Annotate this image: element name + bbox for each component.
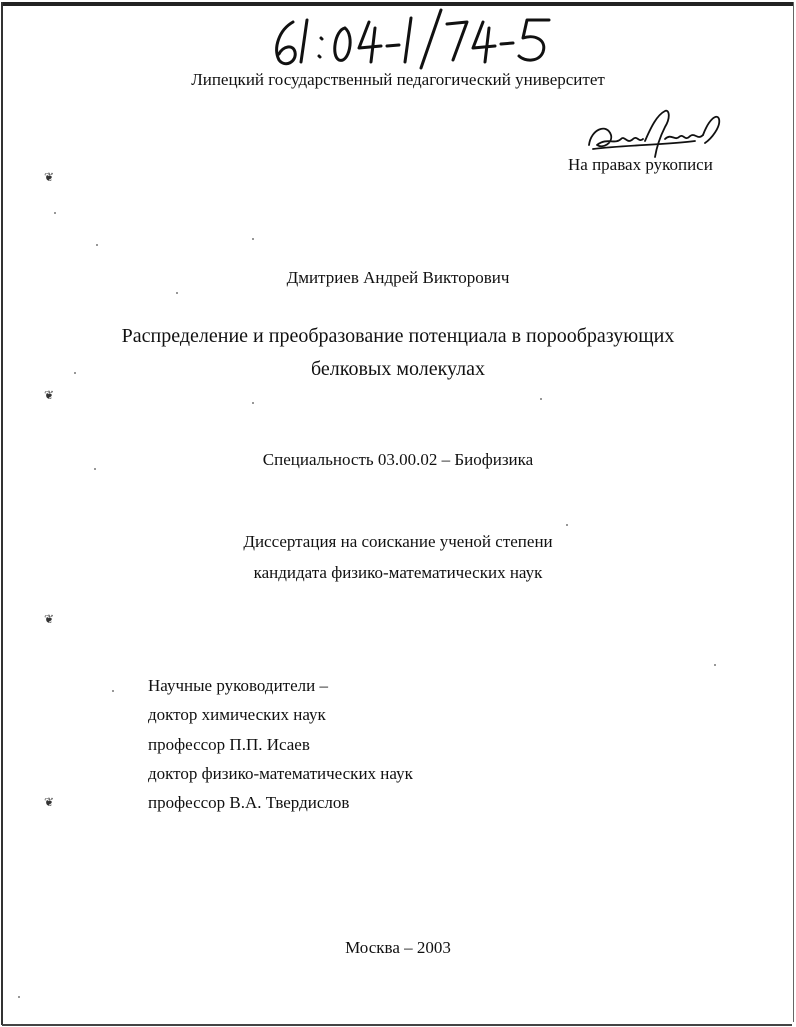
scan-dust xyxy=(714,664,716,666)
author-name: Дмитриев Андрей Викторович xyxy=(286,268,510,287)
scan-border-top xyxy=(2,2,794,6)
degree-line-1: Диссертация на соискание ученой степени xyxy=(243,532,553,551)
supervisor-line: доктор физико-математических наук xyxy=(148,764,413,783)
scan-dust xyxy=(112,690,114,692)
manuscript-rights: На правах рукописи xyxy=(568,155,713,174)
scan-dust xyxy=(94,468,96,470)
scan-dust xyxy=(96,244,98,246)
dissertation-title-line-2: белковых молекулах xyxy=(310,358,485,380)
supervisor-line: профессор П.П. Исаев xyxy=(148,735,310,754)
scan-dust xyxy=(74,372,76,374)
scan-mark-icon: ❦ xyxy=(44,388,55,402)
scan-dust xyxy=(540,398,542,400)
scan-dust xyxy=(54,212,56,214)
scan-mark-icon: ❦ xyxy=(44,795,55,809)
supervisor-line: доктор химических наук xyxy=(148,705,326,724)
university-name: Липецкий государственный педагогический университет xyxy=(191,70,605,89)
scan-border-bottom xyxy=(2,1024,792,1026)
place-and-year: Москва – 2003 xyxy=(345,938,451,957)
scan-dust xyxy=(252,238,254,240)
scan-mark-icon: ❦ xyxy=(44,170,55,184)
supervisors-heading: Научные руководители – xyxy=(148,676,328,695)
scan-dust xyxy=(176,292,178,294)
supervisor-line: профессор В.А. Твердислов xyxy=(148,793,350,812)
scan-border-left xyxy=(1,2,3,1025)
handwritten-call-number xyxy=(265,8,555,70)
scan-dust xyxy=(252,402,254,404)
degree-line-2: кандидата физико-математических наук xyxy=(253,563,543,582)
dissertation-title-line-1: Распределение и преобразование потенциала в порообразующих xyxy=(121,325,675,347)
specialty: Специальность 03.00.02 – Биофизика xyxy=(262,450,534,469)
scan-dust xyxy=(18,996,20,998)
scan-border-right xyxy=(793,2,794,1022)
scan-dust xyxy=(566,524,568,526)
scan-mark-icon: ❦ xyxy=(44,612,55,626)
